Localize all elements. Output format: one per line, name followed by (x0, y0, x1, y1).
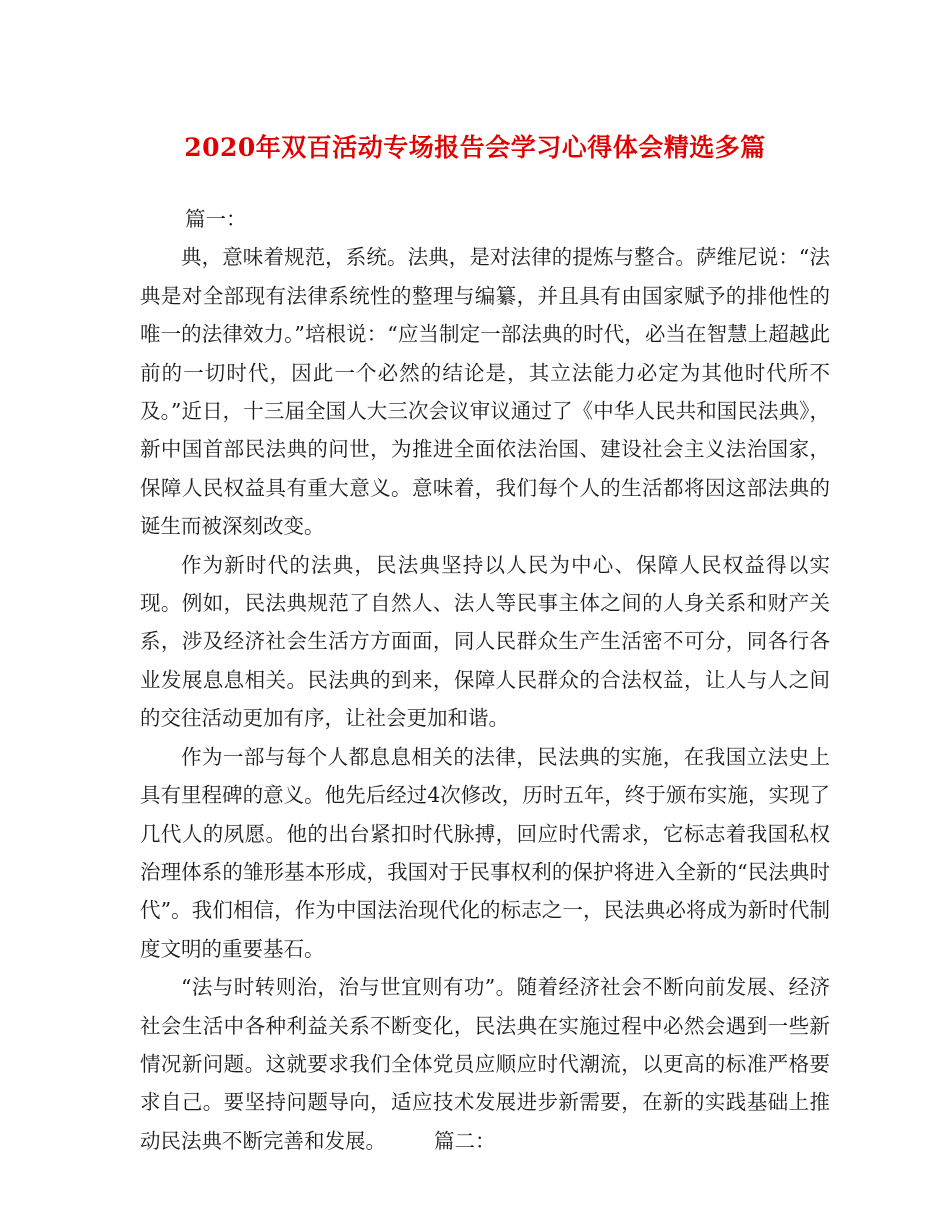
paragraph-4-text: “法与时转则治，治与世宜则有功”。随着经济社会不断向前发展、经济社会生活中各种利益关系不断变化，民法典在实施过程中必然会遇到一些新情况新问题。这就要求我们全体党员应顺应时代潮流，以更高的标准严格要求自己。要坚持问题导向，适应技术发展进步新需要，在新的实践基础上推动民法典不断完善和发展。 (140, 975, 830, 1153)
paragraph-4 (140, 968, 830, 1160)
paragraph-3: 作为一部与每个人都息息相关的法律，民法典的实施，在我国立法史上具有里程碑的意义。他先后经过4次修改，历时五年，终于颁布实施，实现了几代人的夙愿。他的出台紧扣时代脉搏，回应时代需求，它标志着我国私权治理体系的雏形基本形成，我国对于民事权利的保护将进入全新的“民法典时代”。我们相信，作为中国法治现代化的标志之一，民法典必将成为新时代制度文明的重要基石。 (140, 744, 830, 961)
paragraph-2: 作为新时代的法典，民法典坚持以人民为中心、保障人民权益得以实现。例如，民法典规范了自然人、法人等民事主体之间的人身关系和财产关系，涉及经济社会生活方方面面，同人民群众生产生活密不可分，同各行各业发展息息相关。民法典的到来，保障人民群众的合法权益，让人与人之间的交往活动更加有序，让社会更加和谐。 (140, 552, 830, 731)
document-body (140, 200, 830, 1160)
document-title: 2020年双百活动专场报告会学习心得体会精选多篇 (184, 133, 766, 162)
section-heading-2: 篇二： (434, 1128, 496, 1153)
section-heading-1: 篇一： (185, 207, 247, 231)
paragraph-1: 典，意味着规范，系统。法典，是对法律的提炼与整合。萨维尼说：“法典是对全部现有法律系统性的整理与编纂，并且具有由国家赋予的排他性的唯一的法律效力。”培根说：“应当制定一部法典的时代，必当在智慧上超越此前的一切时代，因此一个必然的结论是，其立法能力必定为其他时代所不及。”近日，十三届全国人大三次会议审议通过了《中华人民共和国民法典》，新中国首部民法典的问世，为推进全面依法治国、建设社会主义法治国家，保障人民权益具有重大意义。意味着，我们每个人的生活都将因这部法典的诞生而被深刻改变。 (140, 245, 830, 539)
